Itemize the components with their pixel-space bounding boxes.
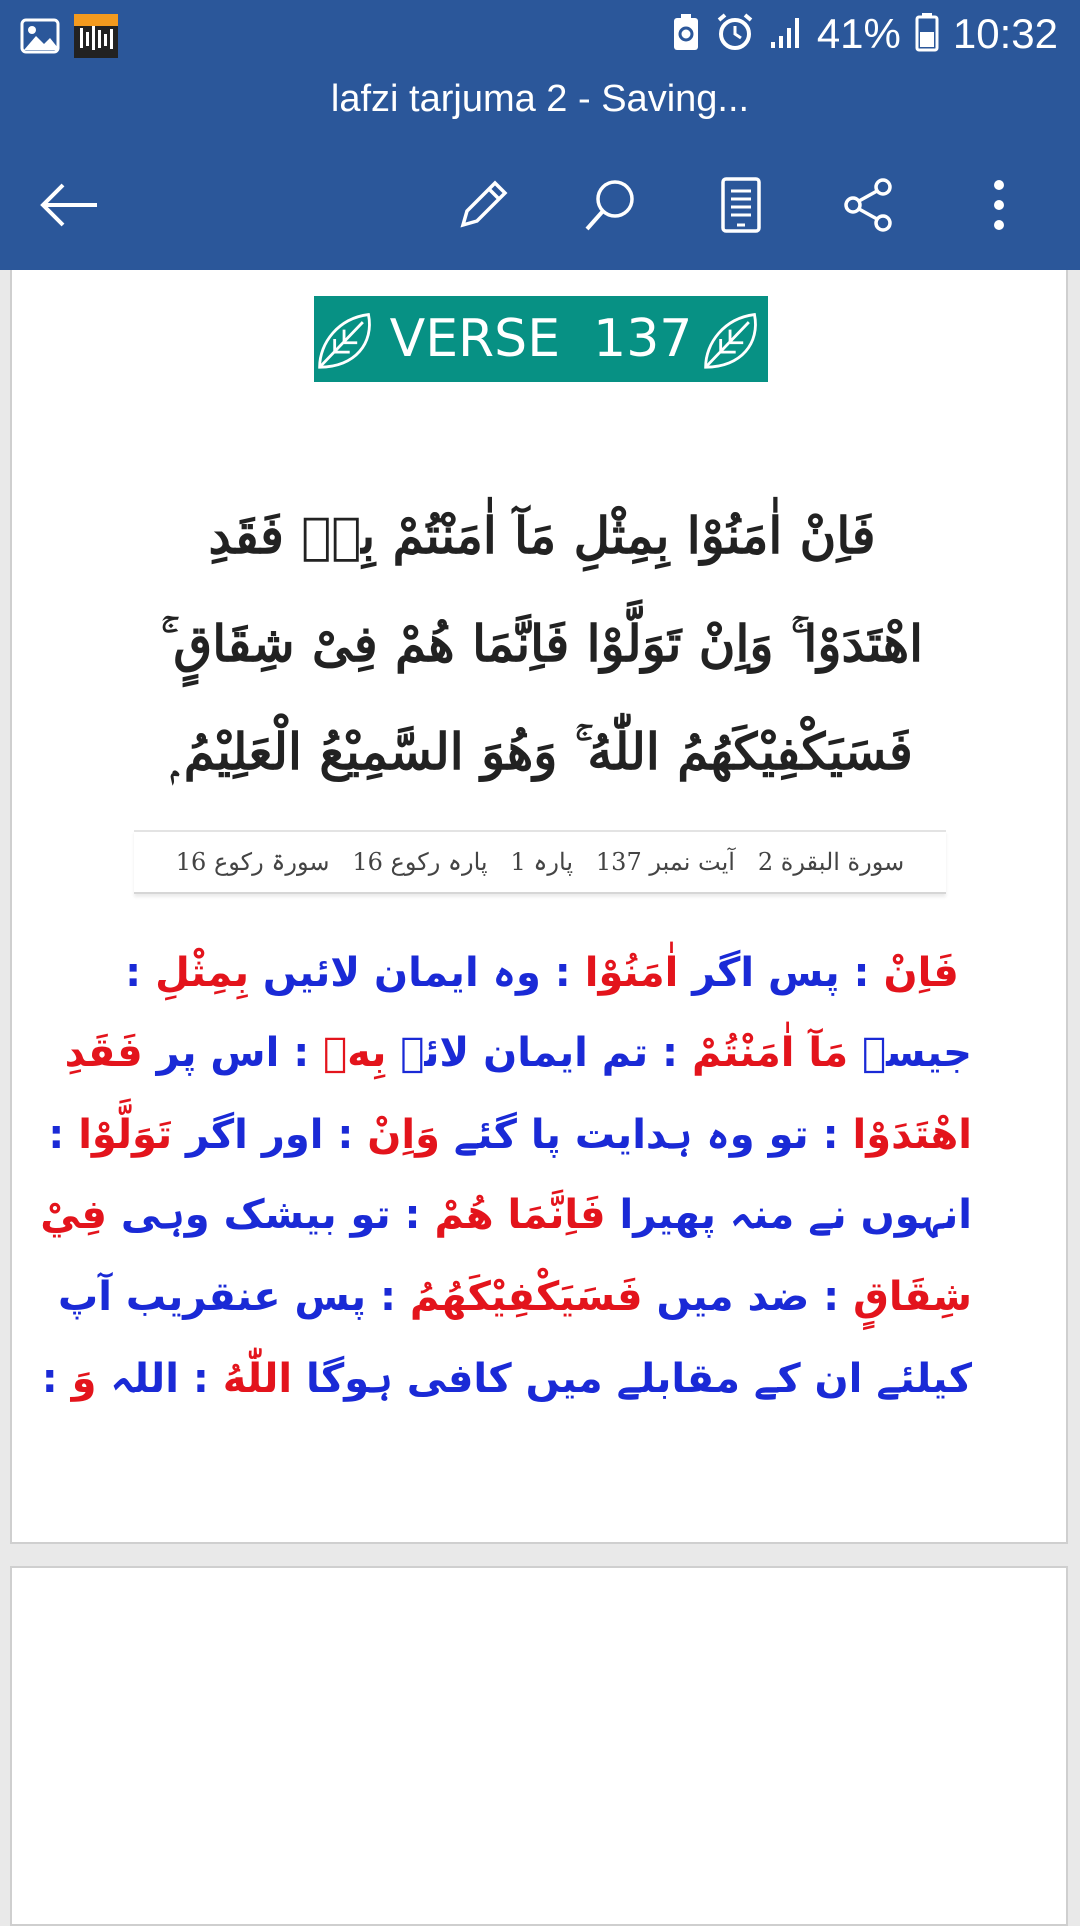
reading-view-icon	[719, 175, 763, 235]
app-bar	[0, 0, 1080, 270]
gallery-icon	[20, 18, 60, 58]
search-icon	[581, 175, 641, 235]
surah-reference	[134, 830, 946, 894]
arabic-word: بِهٖ	[323, 1030, 387, 1076]
document-page[interactable]	[10, 270, 1068, 1544]
toolbar	[0, 150, 1080, 250]
arabic-word: تَوَلَّوْا	[78, 1112, 173, 1158]
urdu-meaning: انہوں نے منہ پھیرا	[605, 1192, 972, 1238]
translation-line	[64, 1030, 972, 1076]
arabic-word: بِمِثْلِ	[155, 950, 249, 996]
leaf-icon	[314, 303, 382, 375]
arabic-word: وَاِنْ	[367, 1112, 440, 1158]
arabic-line: فَاِنْ اٰمَنُوْا بِمِثْلِ مَآ اٰمَنْتُمْ بِهٖ فَقَدِ	[208, 506, 876, 565]
pencil-icon	[453, 175, 513, 235]
translation-line	[48, 1112, 972, 1158]
status-bar	[0, 0, 1080, 76]
arabic-word: اللّٰهُ	[222, 1356, 293, 1402]
urdu-meaning: :	[125, 950, 156, 996]
urdu-meaning: : اس پر	[142, 1030, 324, 1076]
urdu-meaning: : تم ایمان لائے	[386, 1030, 692, 1076]
alarm-icon	[715, 12, 755, 56]
arabic-word: فَقَدِ	[64, 1030, 143, 1076]
arabic-line: فَسَيَكْفِيْكَهُمُ اللّٰهُ ۚ وَهُوَ السَّمِيْعُ الْعَلِيْمُ ۭ	[171, 722, 913, 781]
arabic-word: شِقَاقٍ	[853, 1274, 972, 1320]
arabic-word: فَسَيَكْفِيْكَهُمُ	[409, 1274, 643, 1320]
urdu-meaning: : تو بیشک وہی	[106, 1192, 435, 1238]
translation-line	[40, 1192, 972, 1238]
reference-text: سورة البقرة 2 آیت نمبر 137 پارہ 1 پارہ رکوع 16 سورۃ رکوع 16	[175, 848, 905, 876]
urdu-meaning: :	[48, 1112, 79, 1158]
share-button[interactable]	[834, 170, 904, 240]
urdu-meaning: جیسے	[848, 1030, 972, 1076]
leaf-icon	[700, 303, 768, 375]
reading-view-button[interactable]	[706, 170, 776, 240]
arabic-word: فَاِنْ	[883, 950, 959, 996]
arabic-word: وَ	[71, 1356, 97, 1402]
more-icon	[989, 175, 1009, 235]
clock: 10:32	[952, 10, 1058, 57]
urdu-meaning: :	[41, 1356, 72, 1402]
edit-button[interactable]	[448, 170, 518, 240]
arabic-word: فِيْ	[40, 1192, 107, 1238]
translation-line	[112, 950, 972, 996]
back-button[interactable]	[34, 170, 104, 240]
arabic-word: اهْتَدَوْا	[852, 1112, 972, 1158]
urdu-meaning: کیلئے ان کے مقابلے میں کافی ہوگا	[292, 1356, 972, 1402]
translation-line	[58, 1274, 972, 1320]
battery-percent: 41%	[816, 10, 901, 57]
search-button[interactable]	[576, 170, 646, 240]
urdu-meaning: : تو وہ ہدایت پا گئے	[439, 1112, 853, 1158]
translation-line	[41, 1356, 972, 1402]
signal-icon	[769, 14, 803, 54]
share-icon	[839, 175, 899, 235]
arabic-word: فَاِنَّمَا هُمْ	[434, 1192, 606, 1238]
arabic-word: مَآ اٰمَنْتُمْ	[691, 1030, 849, 1076]
audio-app-icon	[74, 14, 118, 62]
battery-icon	[915, 12, 939, 56]
urdu-meaning: : اور اگر	[172, 1112, 368, 1158]
urdu-meaning: : پس عنقریب آپ	[58, 1274, 410, 1320]
next-document-page[interactable]	[10, 1566, 1068, 1926]
back-icon	[37, 180, 101, 230]
arabic-word: اٰمَنُوْا	[584, 950, 679, 996]
urdu-meaning: : اللہ	[96, 1356, 223, 1402]
verse-number-label: VERSE 137	[389, 309, 693, 369]
verse-banner	[314, 296, 768, 382]
urdu-meaning: : وہ ایمان لائیں	[248, 950, 585, 996]
arabic-line: اهْتَدَوْا ۚ وَاِنْ تَوَلَّوْا فَاِنَّمَا هُمْ فِىْ شِقَاقٍ ۚ	[160, 614, 924, 673]
urdu-meaning: : ضد میں	[642, 1274, 854, 1320]
recycle-icon	[671, 12, 701, 56]
urdu-meaning: : پس اگر	[678, 950, 884, 996]
more-options-button[interactable]	[964, 170, 1034, 240]
document-title: lafzi tarjuma 2 - Saving...	[330, 78, 750, 120]
